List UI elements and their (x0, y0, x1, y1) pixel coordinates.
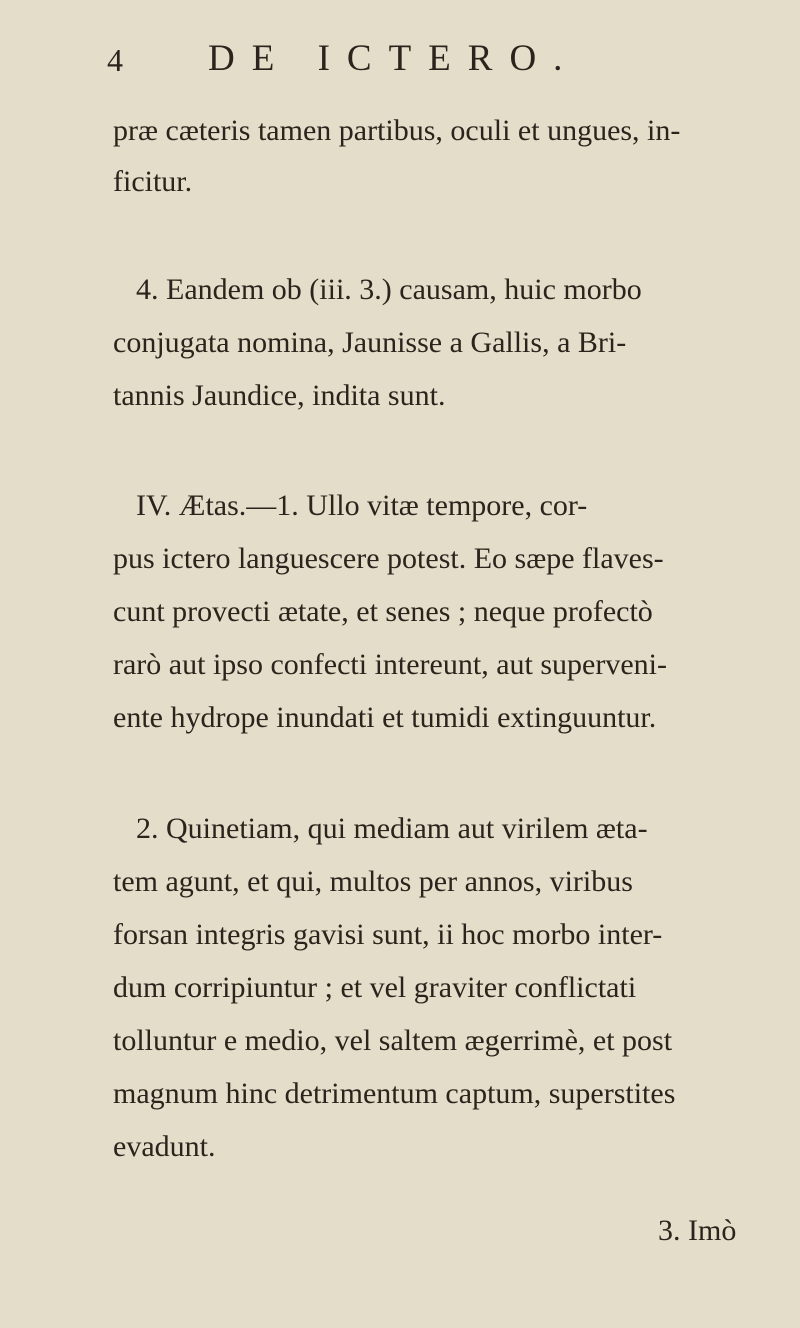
text-line: ficitur. (113, 165, 193, 198)
text-line: pus ictero languescere potest. Eo sæpe flaves- (113, 542, 664, 575)
text-line: tolluntur e medio, vel saltem ægerrimè, et post (113, 1024, 673, 1057)
text-line: dum corripiuntur ; et vel graviter conflictati (113, 971, 637, 1004)
page-number: 4 (107, 42, 123, 78)
text-line: præ cæteris tamen partibus, oculi et ungues, in- (113, 114, 681, 147)
running-head: DE ICTERO. (208, 38, 580, 79)
catchword: 3. Imò (658, 1214, 737, 1247)
text-line: evadunt. (113, 1130, 216, 1163)
text-line: tem agunt, et qui, multos per annos, viribus (113, 865, 633, 898)
text-line: rarò aut ipso confecti intereunt, aut superveni- (113, 648, 667, 681)
text-line: 2. Quinetiam, qui mediam aut virilem æta- (136, 812, 648, 845)
text-line: forsan integris gavisi sunt, ii hoc morbo inter- (113, 918, 663, 951)
text-line: conjugata nomina, Jaunisse a Gallis, a Bri- (113, 326, 627, 359)
text-line: IV. Ætas.—1. Ullo vitæ tempore, cor- (136, 489, 588, 522)
text-line: 4. Eandem ob (iii. 3.) causam, huic morbo (136, 273, 642, 306)
text-line: cunt provecti ætate, et senes ; neque profectò (113, 595, 653, 628)
text-line: tannis Jaundice, indita sunt. (113, 379, 446, 412)
text-line: magnum hinc detrimentum captum, superstites (113, 1077, 676, 1110)
text-line: ente hydrope inundati et tumidi extinguuntur. (113, 701, 657, 734)
